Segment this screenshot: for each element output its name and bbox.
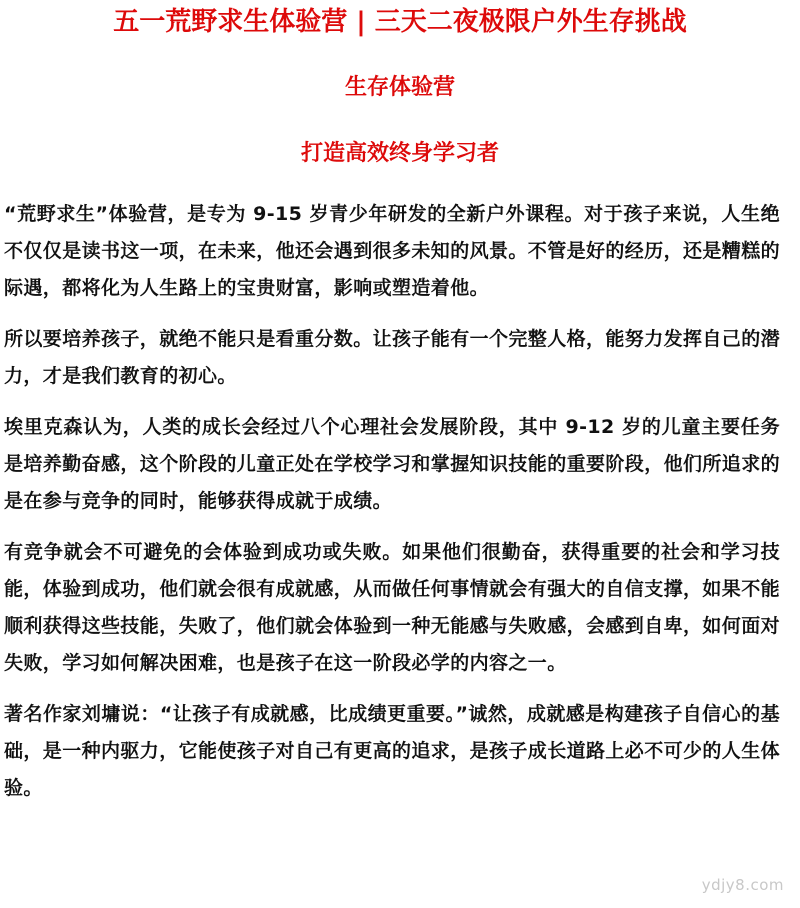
section-tagline: 打造高效终身学习者 (300, 141, 499, 166)
paragraph-competition: 有竞争就会不可避免的会体验到成功或失败。如果他们很勤奋，获得重要的社会和学习技能，体验到成功，他们就会很有成就感，从而做任何事情就会有强大的自信支撑，如果不能顺利获得这些技能，失败了，他们就会体验到一种无能感与失败感，会感到自卑，如何面对失败，学习如何解决困难，也是孩子在这一阶段必学的内容之一。 (4, 541, 781, 674)
page-title: 五一荒野求生体验营 | 三天二夜极限户外生存挑战 (113, 7, 687, 37)
section-subtitle: 生存体验营 (344, 75, 455, 100)
paragraph-intro: “荒野求生”体验营，是专为 9-15 岁青少年研发的全新户外课程。对于孩子来说，人生绝不仅仅是读书这一项，在未来，他还会遇到很多未知的风景。不管是好的经历，还是糟糕的际遇，都将化为人生路上的宝贵财富，影响或塑造着他。 (4, 203, 781, 299)
paragraph-purpose: 所以要培养孩子，就绝不能只是看重分数。让孩子能有一个完整人格，能努力发挥自己的潜力，才是我们教育的初心。 (4, 328, 781, 387)
article-body (4, 196, 780, 821)
site-watermark: ydjy8.com (701, 876, 784, 894)
paragraph-quote: 著名作家刘墉说：“让孩子有成就感，比成绩更重要。”诚然，成就感是构建孩子自信心的基础，是一种内驱力，它能使孩子对自己有更高的追求，是孩子成长道路上必不可少的人生体验。 (4, 703, 781, 799)
paragraph-erikson: 埃里克森认为，人类的成长会经过八个心理社会发展阶段，其中 9-12 岁的儿童主要任务是培养勤奋感，这个阶段的儿童正处在学校学习和掌握知识技能的重要阶段，他们所追求的是在参与竞争的同时，能够获得成就于成绩。 (4, 416, 781, 512)
